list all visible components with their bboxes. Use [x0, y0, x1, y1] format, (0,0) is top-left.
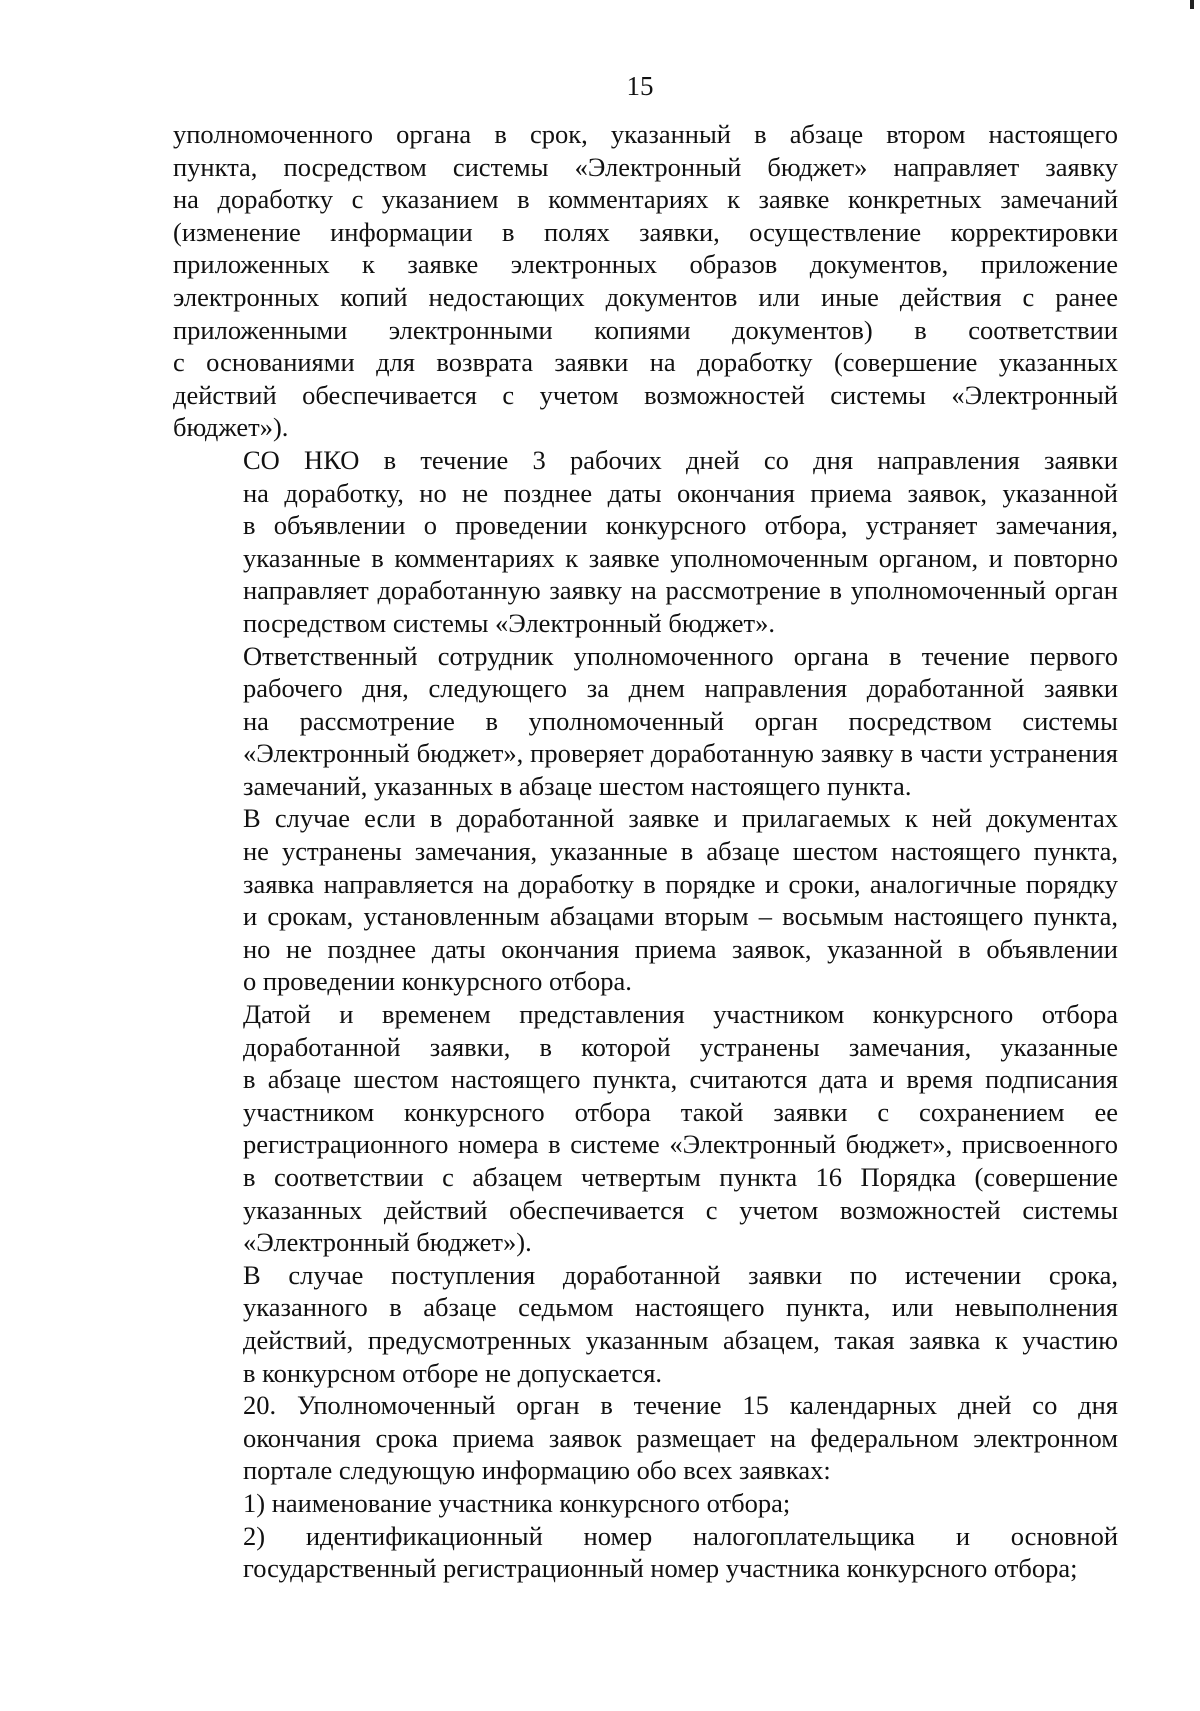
- paragraph: [173, 1259, 1118, 1389]
- text-line: Датой и временем представления участником конкурсного отбора: [243, 999, 1118, 1030]
- text-line: на доработку с указанием в комментариях к заявке конкретных замечаний: [173, 184, 1118, 215]
- text-line: окончания срока приема заявок размещает на федеральном электронном: [243, 1422, 1118, 1453]
- text-line: пункта, посредством системы «Электронный бюджет» направляет заявку: [173, 151, 1118, 182]
- text-line: посредством системы «Электронный бюджет».: [243, 607, 775, 638]
- text-line: не устранены замечания, указанные в абзаце шестом настоящего пункта,: [243, 836, 1118, 867]
- text-line: рабочего дня, следующего за днем направления доработанной заявки: [243, 673, 1118, 704]
- text-line: электронных копий недостающих документов или иные действия с ранее: [173, 281, 1118, 312]
- text-line: 2) идентификационный номер налогоплательщика и основной: [243, 1520, 1118, 1551]
- text-line: В случае если в доработанной заявке и прилагаемых к ней документах: [243, 803, 1118, 834]
- paragraph: [173, 1389, 1118, 1487]
- text-line: 1) наименование участника конкурсного отбора;: [243, 1487, 791, 1518]
- paragraph: [173, 1520, 1118, 1585]
- page-number: 15: [626, 71, 654, 101]
- text-line: уполномоченного органа в срок, указанный в абзаце втором настоящего: [173, 119, 1118, 149]
- text-line: заявка направляется на доработку в порядке и сроки, аналогичные порядку: [243, 868, 1118, 899]
- text-line: на рассмотрение в уполномоченный орган посредством системы: [243, 705, 1118, 736]
- text-line: указанного в абзаце седьмом настоящего пункта, или невыполнения: [243, 1292, 1118, 1323]
- text-line: замечаний, указанных в абзаце шестом настоящего пункта.: [243, 770, 912, 801]
- text-line: о проведении конкурсного отбора.: [243, 966, 632, 997]
- text-line: «Электронный бюджет»).: [243, 1227, 532, 1258]
- text-line: указанных действий обеспечивается с учетом возможностей системы: [243, 1194, 1118, 1225]
- text-line: приложенными электронными копиями документов) в соответствии: [173, 314, 1118, 345]
- text-line: «Электронный бюджет», проверяет доработанную заявку в части устранения: [243, 738, 1118, 769]
- text-line: в соответствии с абзацем четвертым пункта 16 Порядка (совершение: [243, 1162, 1118, 1192]
- text-line: доработанной заявки, в которой устранены замечания, указанные: [243, 1031, 1118, 1062]
- text-line: портале следующую информацию обо всех заявках:: [243, 1455, 831, 1486]
- text-line: в абзаце шестом настоящего пункта, считаются дата и время подписания: [243, 1064, 1118, 1095]
- paragraph: [173, 640, 1118, 803]
- text-line: направляет доработанную заявку на рассмотрение в уполномоченный орган: [243, 575, 1118, 606]
- paragraph: [173, 802, 1118, 998]
- text-line: на доработку, но не позднее даты окончания приема заявок, указанной: [243, 477, 1118, 508]
- text-line: (изменение информации в полях заявки, осуществление корректировки: [173, 216, 1118, 247]
- text-line: приложенных к заявке электронных образов документов, приложение: [173, 249, 1118, 280]
- paragraph: [173, 444, 1118, 640]
- paragraph: [173, 998, 1118, 1259]
- text-line: в объявлении о проведении конкурсного отбора, устраняет замечания,: [243, 510, 1118, 541]
- text-line: регистрационного номера в системе «Электронный бюджет», присвоенного: [243, 1129, 1118, 1160]
- text-line: но не позднее даты окончания приема заявок, указанной в объявлении: [243, 933, 1118, 964]
- paragraph: [173, 118, 1118, 444]
- text-line: и срокам, установленным абзацами вторым – восьмым настоящего пункта,: [243, 901, 1118, 932]
- document-body: [173, 118, 1118, 1585]
- text-line: действий обеспечивается с учетом возможностей системы «Электронный: [173, 379, 1118, 410]
- text-line: бюджет»).: [173, 412, 289, 443]
- text-line: 20. Уполномоченный орган в течение 15 календарных дней со дня: [243, 1390, 1118, 1421]
- text-line: СО НКО в течение 3 рабочих дней со дня направления заявки: [243, 444, 1118, 475]
- text-line: указанные в комментариях к заявке уполномоченным органом, и повторно: [243, 542, 1118, 573]
- paragraph: [173, 1487, 1118, 1520]
- text-line: В случае поступления доработанной заявки по истечении срока,: [243, 1259, 1118, 1290]
- text-line: Ответственный сотрудник уполномоченного органа в течение первого: [243, 640, 1118, 671]
- text-line: в конкурсном отборе не допускается.: [243, 1357, 663, 1388]
- text-line: участником конкурсного отбора такой заявки с сохранением ее: [243, 1096, 1118, 1127]
- text-line: действий, предусмотренных указанным абзацем, такая заявка к участию: [243, 1324, 1118, 1355]
- text-line: с основаниями для возврата заявки на доработку (совершение указанных: [173, 347, 1118, 378]
- text-line: государственный регистрационный номер участника конкурсного отбора;: [243, 1553, 1078, 1584]
- scan-mark: [1190, 0, 1194, 9]
